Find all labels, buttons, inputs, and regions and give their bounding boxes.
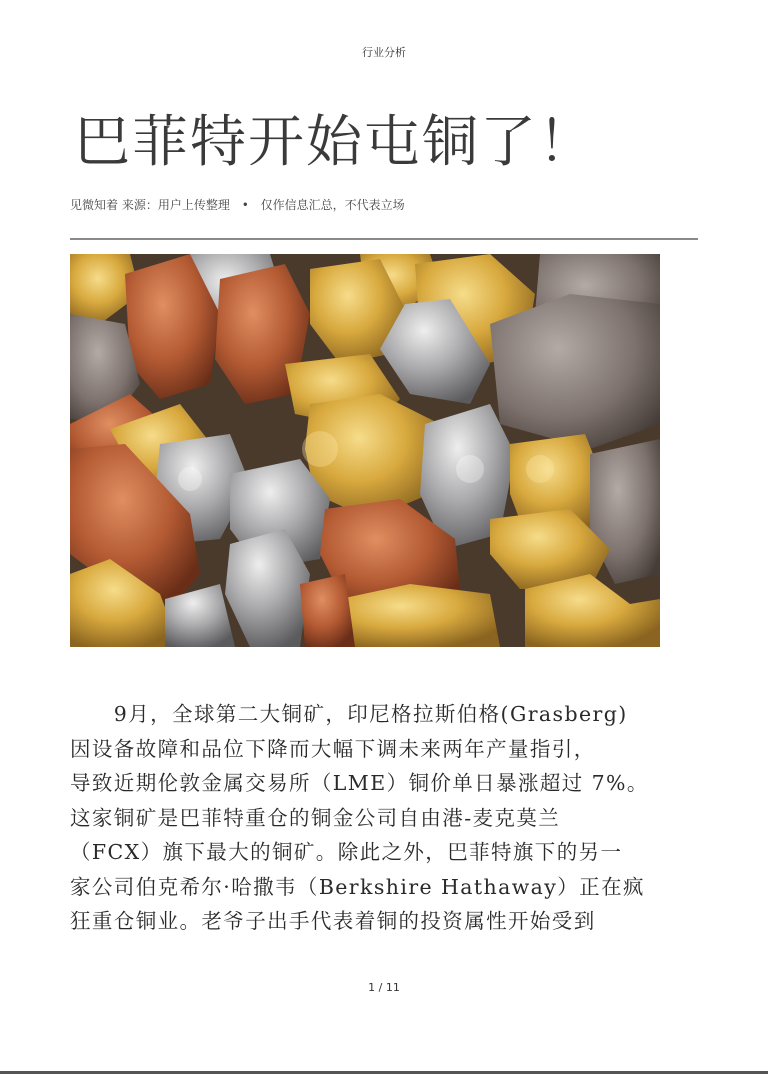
author: 见微知着	[70, 198, 119, 212]
mineral-ore-photo	[70, 254, 660, 647]
body-line: 家公司伯克希尔·哈撒韦（Berkshire Hathaway）正在疯	[70, 874, 645, 899]
body-line: 9月，全球第二大铜矿，印尼格拉斯伯格(Grasberg)	[70, 702, 628, 726]
title-divider	[70, 238, 698, 240]
body-line: 狂重仓铜业。老爷子出手代表着铜的投资属性开始受到	[70, 909, 596, 933]
page-bottom-border	[0, 1071, 768, 1074]
disclaimer: 仅作信息汇总，不代表立场	[260, 198, 405, 212]
body-line: 因设备故障和品位下降而大幅下调未来两年产量指引，	[70, 736, 596, 761]
body-line: 导致近期伦敦金属交易所（LME）铜价单日暴涨超过 7%。	[70, 771, 649, 795]
page-indicator: 1 / 11	[368, 981, 400, 994]
byline	[70, 196, 405, 213]
body-line: （FCX）旗下最大的铜矿。除此之外，巴菲特旗下的另一	[70, 840, 623, 864]
article-body	[70, 697, 698, 939]
article-title: 巴菲特开始屯铜了！	[74, 110, 596, 175]
byline-separator: •	[241, 198, 249, 212]
source: 来源：用户上传整理	[121, 198, 230, 212]
category-label: 行业分析	[362, 46, 406, 59]
body-line: 这家铜矿是巴菲特重仓的铜金公司自由港-麦克莫兰	[70, 805, 561, 830]
